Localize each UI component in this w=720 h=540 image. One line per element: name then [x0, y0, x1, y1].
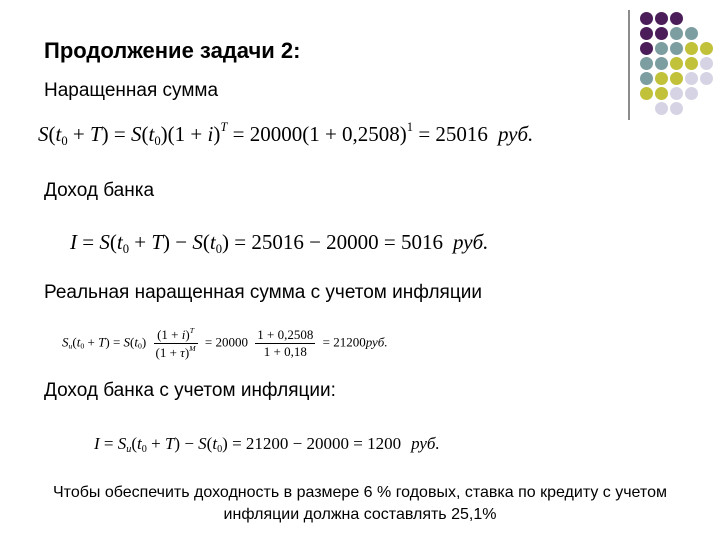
decorative-dot [655, 12, 668, 25]
decorative-dot [655, 102, 668, 115]
formula-real-bank-income: $I = S_u(t_0 + T) - S(t_0) = 21200 - 20000 = 1200$ руб. [94, 434, 440, 456]
decorative-dot [670, 57, 683, 70]
label-real-accumulated-sum: Реальная наращенная сумма с учетом инфляции [44, 282, 482, 303]
decorative-dot [640, 27, 653, 40]
decorative-dot [700, 42, 713, 55]
label-accumulated-sum: Наращенная сумма [44, 80, 219, 101]
label-bank-income: Доход банка [44, 180, 155, 201]
decorative-dot [670, 72, 683, 85]
decorative-dot [685, 87, 698, 100]
decorative-dot [670, 102, 683, 115]
decorative-dot [700, 57, 713, 70]
decorative-dot [670, 42, 683, 55]
decorative-dot [655, 72, 668, 85]
decorative-dot [685, 27, 698, 40]
numeric-fraction: $\frac{1 + 0,2508}{1 + 0,18}$ [257, 327, 314, 359]
decorative-dot [640, 87, 653, 100]
label-real-bank-income: Доход банка с учетом инфляции: [44, 380, 336, 401]
decorative-dot [670, 87, 683, 100]
decorative-dot [655, 87, 668, 100]
decorative-dot [640, 42, 653, 55]
decorative-dot [700, 72, 713, 85]
decorative-divider [628, 10, 630, 120]
decorative-dot [670, 12, 683, 25]
inflation-fraction: $\frac{(1 + i)^T}{(1 + \tau)^M}$ [155, 326, 196, 361]
decorative-dot [655, 57, 668, 70]
decorative-dot [685, 72, 698, 85]
slide-title: Продолжение задачи 2: [44, 38, 301, 63]
decorative-dot [670, 27, 683, 40]
decorative-dot [655, 27, 668, 40]
conclusion-note: Чтобы обеспечить доходность в размере 6 % годовых, ставка по кредиту с учетом инфляции должна составлять 25,1% [53, 484, 667, 523]
decorative-dot [685, 42, 698, 55]
formula-bank-income: $I = S(t_0 + T) - S(t_0) = 25016 - 20000 = 5016$ руб. [70, 230, 489, 256]
decorative-dot-grid [640, 12, 720, 122]
decorative-dot [685, 57, 698, 70]
formula-accumulated-sum: $S(t_0 + T) = S(t_0)(1 + i)^T = 20000(1 + 0,2508)^1 = 25016$ руб. [38, 120, 534, 148]
formula-real-accumulated-sum: $S_u(t_0 + T) = S(t_0)$ $\frac{(1 + i)^T}{(1 + \tau)^M}$ = 20000 $\frac{1 + 0,2508}{1 + 0,18}$ = 21200руб. [62, 326, 388, 361]
decorative-dot [655, 42, 668, 55]
decorative-dot [640, 57, 653, 70]
decorative-dot [640, 72, 653, 85]
decorative-dot [640, 12, 653, 25]
